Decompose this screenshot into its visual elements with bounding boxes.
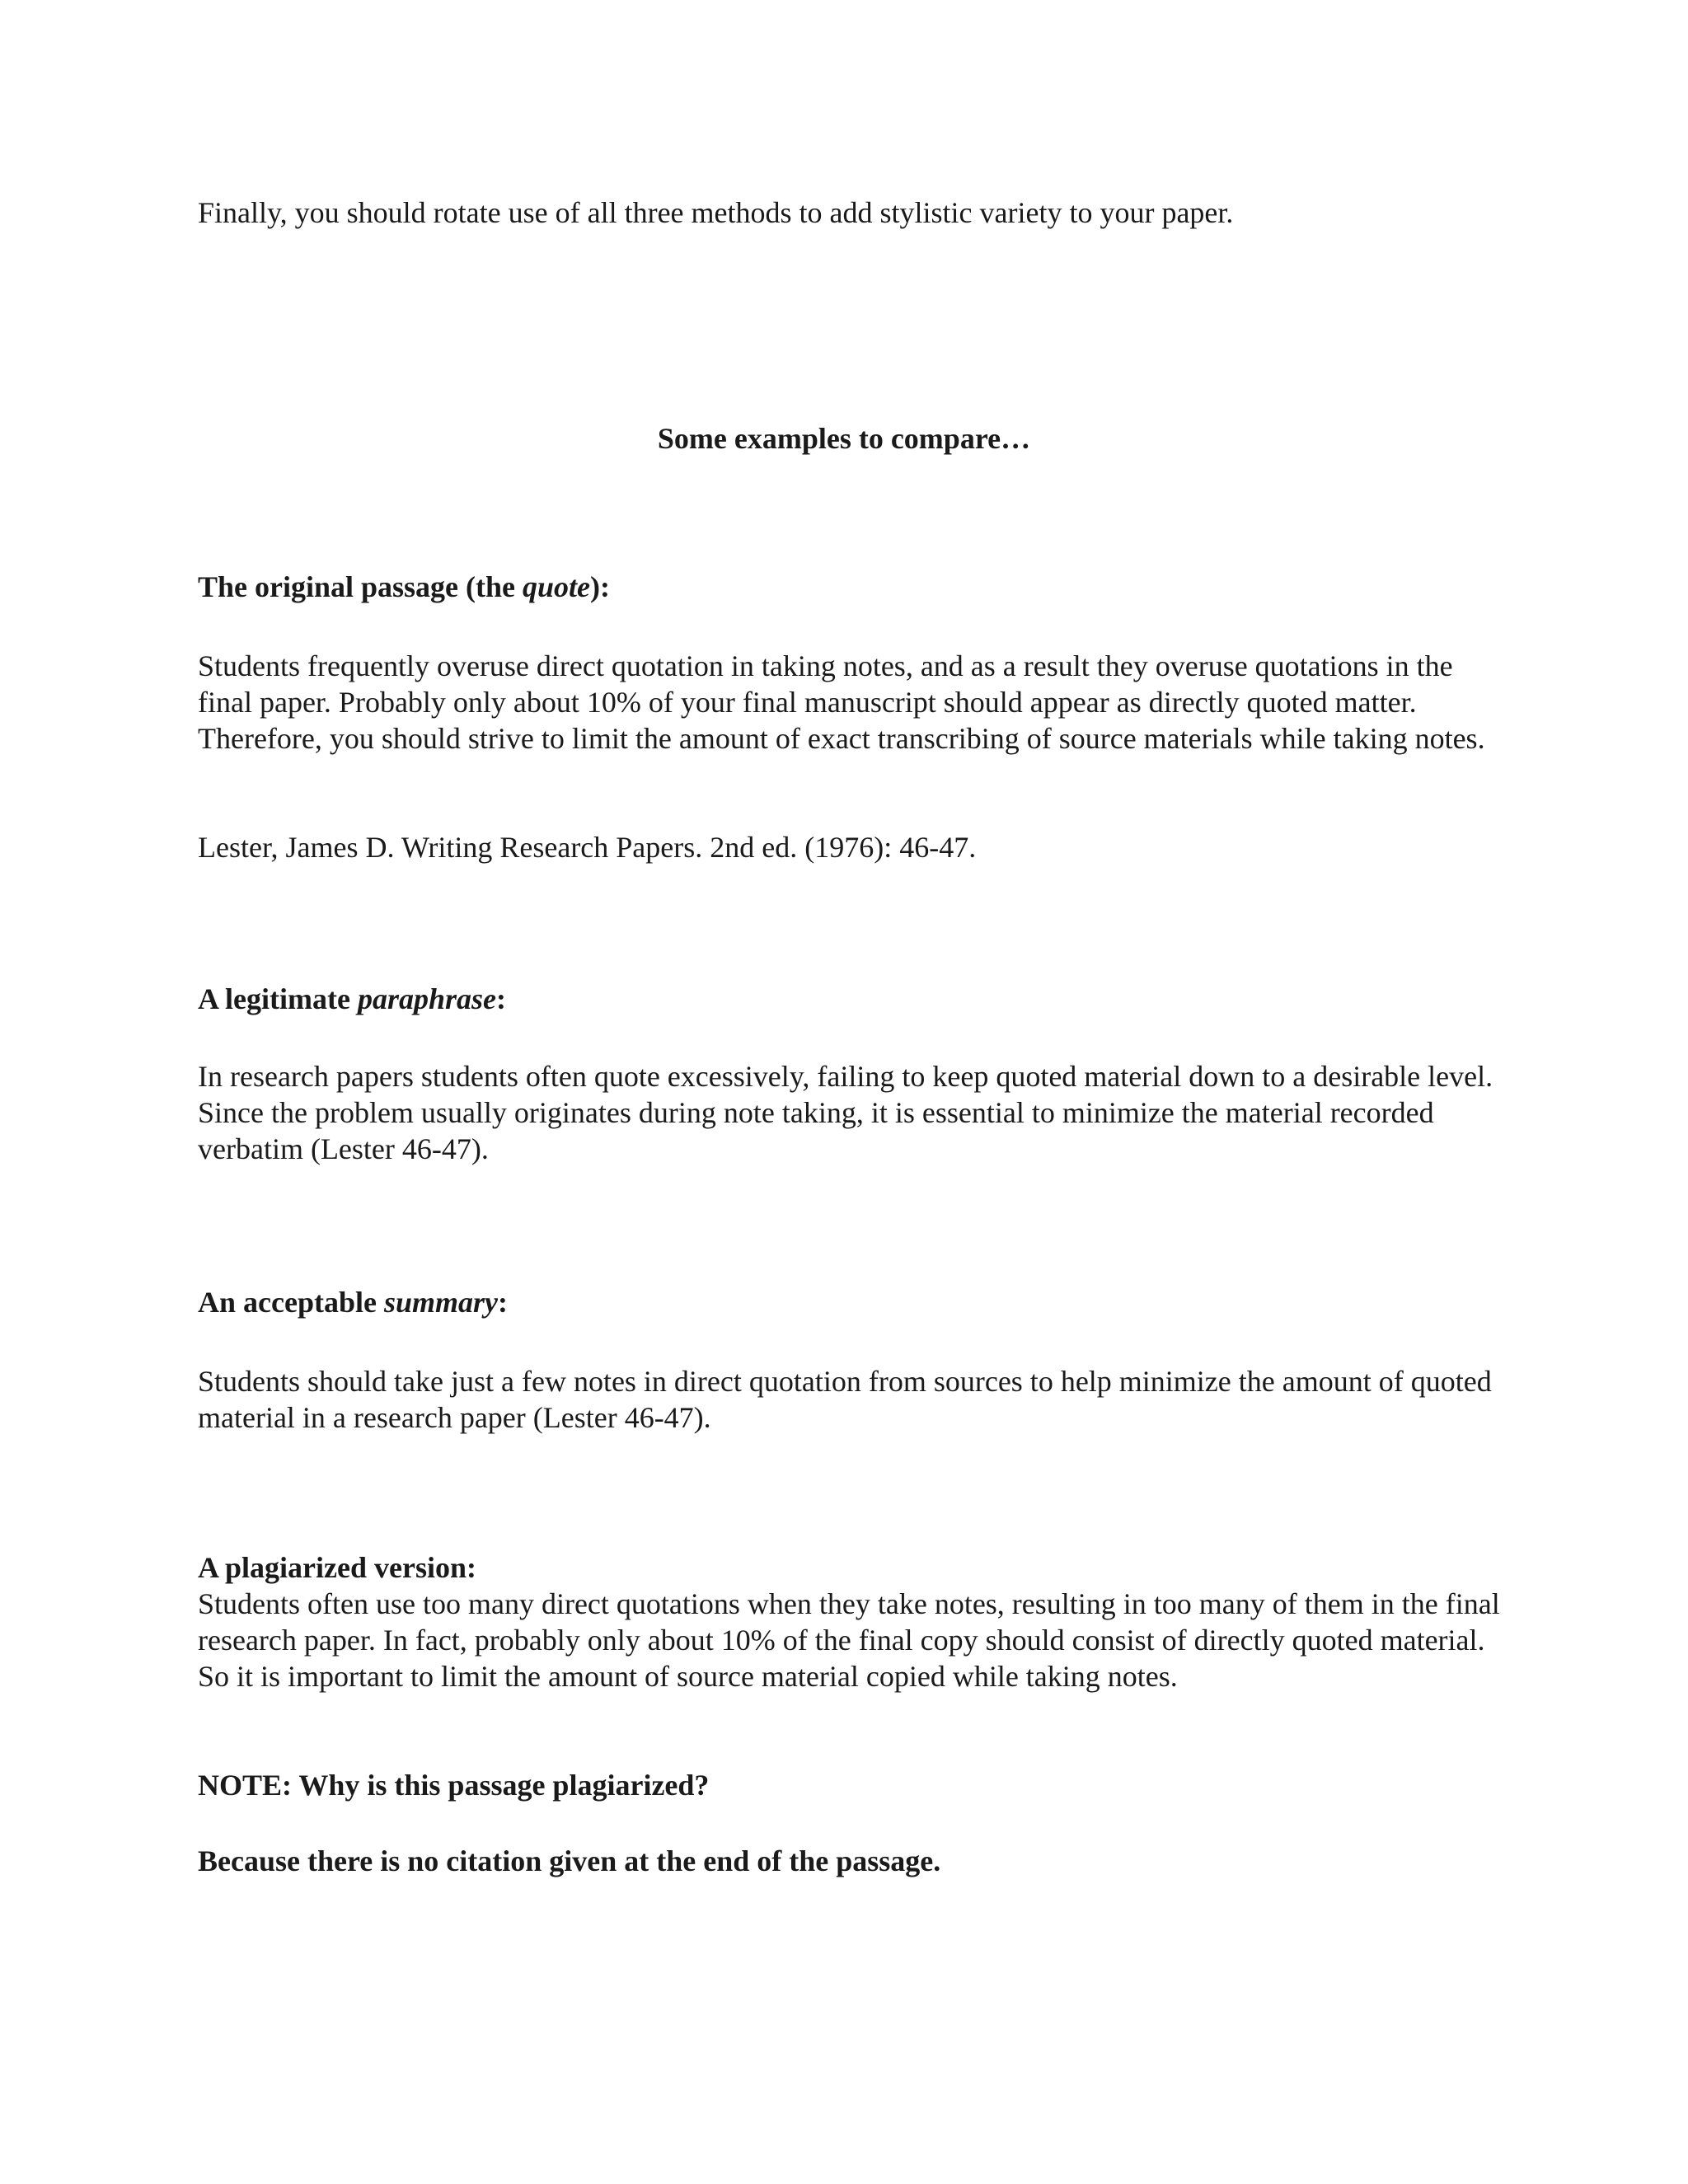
plagiarized-heading: A plagiarized version: <box>198 1551 476 1584</box>
paraphrase-passage: In research papers students often quote excessively, failing to keep quoted material down to a desirable level. Since the problem usually originates during note taking, it is essential to minimize the material recorded verbatim (Lester 46-47). <box>198 1060 1493 1165</box>
note-answer: Because there is no citation given at the end of the passage. <box>198 1844 941 1877</box>
original-heading <box>198 569 1500 605</box>
paraphrase-heading-emphasis: paraphrase <box>357 982 496 1015</box>
summary-heading-suffix: : <box>498 1286 508 1319</box>
intro-paragraph: Finally, you should rotate use of all three methods to add stylistic variety to your paper. <box>198 196 1234 229</box>
summary-heading-prefix: An acceptable <box>198 1286 384 1319</box>
section-heading: Some examples to compare… <box>657 422 1031 455</box>
plagiarized-passage: Students often use too many direct quotations when they take notes, resulting in too many of them in the final research paper. In fact, probably only about 10% of the final copy should consist of directly quoted material. So it is important to limit the amount of source material copied while taking notes. <box>198 1587 1500 1693</box>
paraphrase-heading-prefix: A legitimate <box>198 982 358 1015</box>
paraphrase-heading <box>198 981 1500 1017</box>
source-citation: Lester, James D. Writing Research Papers. 2nd ed. (1976): 46-47. <box>198 831 977 864</box>
original-passage: Students frequently overuse direct quotation in taking notes, and as a result they overuse quotations in the final paper. Probably only about 10% of your final manuscript should appear as directly quoted matter. Therefore, you should strive to limit the amount of exact transcribing of source materials while taking notes. <box>198 649 1485 755</box>
note-question: NOTE: Why is this passage plagiarized? <box>198 1769 710 1802</box>
original-heading-suffix: ): <box>590 570 611 603</box>
paraphrase-heading-suffix: : <box>495 982 506 1015</box>
original-heading-prefix: The original passage (the <box>198 570 523 603</box>
summary-passage: Students should take just a few notes in direct quotation from sources to help minimize the amount of quoted material in a research paper (Lester 46-47). <box>198 1365 1492 1434</box>
summary-heading <box>198 1284 1500 1320</box>
original-heading-emphasis: quote <box>523 570 591 603</box>
summary-heading-emphasis: summary <box>383 1286 498 1319</box>
